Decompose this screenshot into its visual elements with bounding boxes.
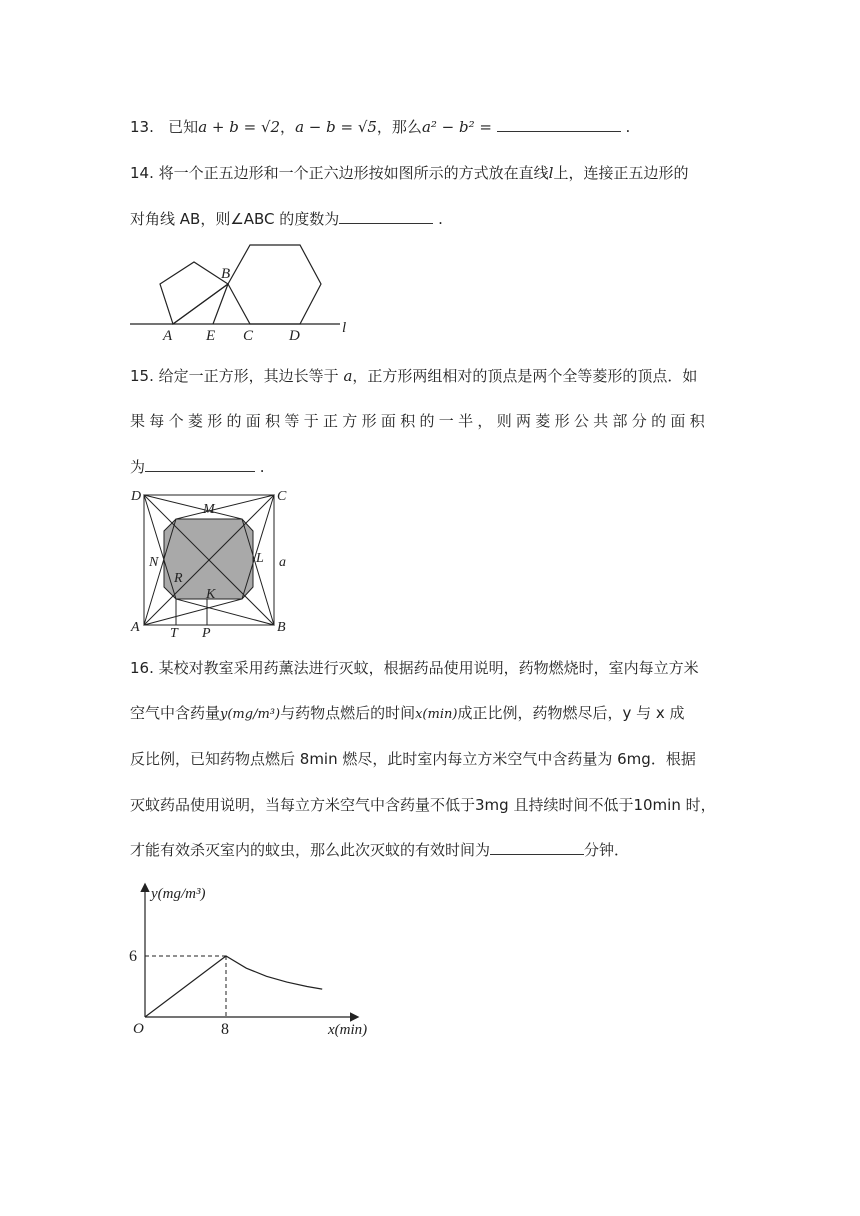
variable-a: a	[343, 367, 353, 385]
variable-y: y(mg/m³)	[220, 707, 281, 722]
variable-l: l	[548, 164, 554, 182]
answer-blank[interactable]	[145, 457, 255, 472]
question-text: 分钟．	[584, 841, 630, 859]
question-text: 成正比例，药物燃尽后，y 与 x 成	[457, 704, 685, 722]
question-text: 给定一正方形，其边长等于	[158, 367, 339, 385]
diagonal-ab	[173, 284, 228, 324]
question-13	[130, 117, 630, 137]
question-16-line-3	[130, 749, 696, 769]
question-text: 与药物点燃后的时间	[280, 704, 416, 722]
question-number: 16.	[130, 659, 154, 677]
y-tick-label: 6	[129, 948, 137, 965]
label-d: D	[131, 489, 142, 504]
x-tick-label: 8	[221, 1021, 229, 1038]
question-14-line-2	[130, 209, 443, 229]
concentration-time-graph	[125, 876, 385, 1046]
label-side-a: a	[279, 555, 286, 570]
question-text: 灭蚊药品使用说明，当每立方米空气中含药量不低于3mg 且持续时间不低于10min 时，	[130, 796, 716, 814]
question-text: ，那么	[376, 118, 422, 136]
question-number: 14.	[130, 164, 154, 182]
question-text: 上，连接正五边形的	[553, 164, 689, 182]
hexagon	[228, 245, 321, 324]
equation-2: a − b = √5	[295, 118, 377, 136]
period: .	[625, 118, 631, 136]
period: .	[438, 210, 443, 228]
question-15-line-3	[130, 457, 265, 477]
answer-blank[interactable]	[339, 209, 433, 224]
answer-blank[interactable]	[490, 840, 584, 855]
pentagon	[160, 262, 231, 324]
question-text: 反比例，已知药物点燃后 8min 燃尽，此时室内每立方米空气中含药量为 6mg．根据	[130, 750, 696, 768]
label-p: P	[202, 626, 211, 641]
question-text: 为	[130, 458, 146, 476]
label-d: D	[289, 328, 300, 344]
x-axis-label: x(min)	[328, 1022, 368, 1038]
label-a: A	[163, 328, 173, 344]
question-16-line-5	[130, 840, 629, 860]
label-b: B	[221, 266, 231, 282]
question-16-line-4	[130, 795, 716, 815]
question-text: ，正方形两组相对的顶点是两个全等菱形的顶点．如	[352, 367, 698, 385]
question-text: 将一个正五边形和一个正六边形按如图所示的方式放在直线	[158, 164, 549, 182]
label-k: K	[206, 587, 216, 602]
question-15-line-2	[130, 411, 709, 431]
label-c: C	[277, 489, 287, 504]
label-a: A	[131, 620, 140, 635]
question-16-line-2	[130, 703, 685, 725]
square-rhombus-figure	[125, 482, 295, 642]
series-line	[145, 956, 322, 1017]
separator: ，	[280, 118, 296, 136]
equation-1: a + b = √2	[198, 118, 281, 136]
question-text: 才能有效杀灭室内的蚊虫，那么此次灭蚊的有效时间为	[130, 841, 491, 859]
y-axis-label: y(mg/m³)	[151, 886, 206, 902]
question-text: 某校对教室采用药薰法进行灭蚊，根据药品使用说明，药物燃烧时，室内每立方米	[158, 659, 699, 677]
label-b: B	[277, 620, 286, 635]
label-l: l	[342, 320, 347, 336]
equation-3: a² − b² =	[421, 118, 492, 136]
origin-label: O	[133, 1021, 144, 1037]
question-text: 果每个菱形的面积等于正方形面积的一半，则两菱形公共部分的面积	[130, 412, 710, 430]
pentagon-hexagon-figure	[125, 238, 360, 348]
label-n: N	[149, 555, 159, 570]
label-m: M	[203, 502, 215, 517]
answer-blank[interactable]	[497, 117, 621, 132]
question-14-line-1	[130, 163, 688, 183]
period: .	[259, 458, 265, 476]
label-t: T	[170, 626, 178, 641]
question-text: 已知	[168, 118, 199, 136]
label-e: E	[206, 328, 216, 344]
label-c: C	[243, 328, 254, 344]
label-l: L	[256, 551, 264, 566]
question-text: 对角线 AB，则∠ABC 的度数为	[130, 210, 340, 228]
question-15-line-1	[130, 366, 697, 386]
question-text: 空气中含药量	[130, 704, 221, 722]
label-r: R	[174, 571, 183, 586]
question-16-line-1	[130, 658, 699, 678]
variable-x: x(min)	[415, 707, 458, 722]
question-number: 13.	[130, 118, 154, 136]
question-number: 15.	[130, 367, 154, 385]
